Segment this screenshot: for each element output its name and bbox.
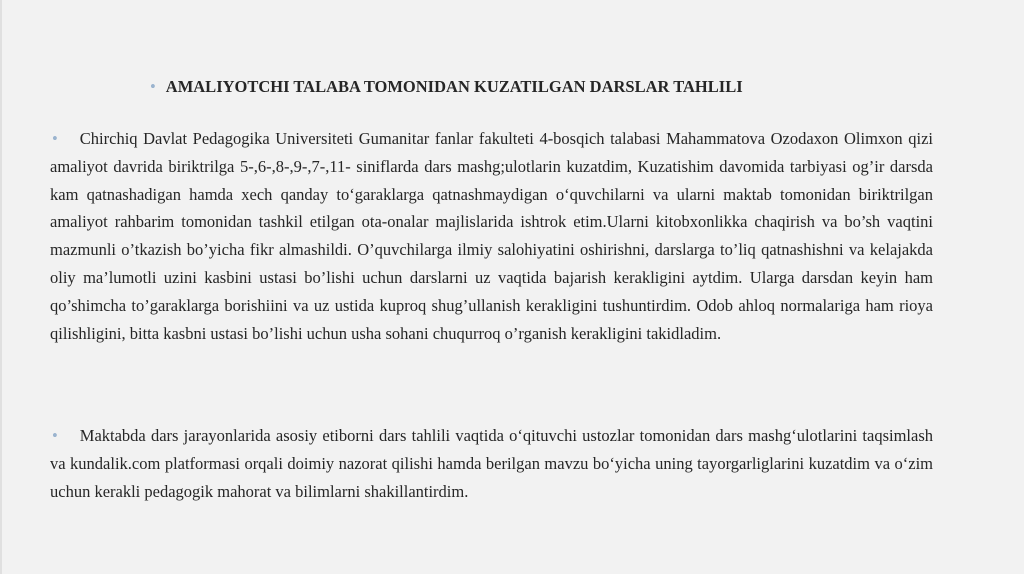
paragraph-text: Chirchiq Davlat Pedagogika Universiteti Gumanitar fanlar fakulteti 4-bosqich talabasi Mahammatova Ozodaxon Olimxon qizi amaliyot davrida biriktrilga 5-,6-,8-,9-,7-,11- siniflarda dars mashg;ulotlarin kuzatdim, Kuzatishim davomida tarbiyasi og’ir darsda kam qatnashadigan hamda xech qanday to‘garaklarga qatnashmaydigan o‘quvchilarni va ularni maktab tomonidan biriktrilgan amaliyot rahbarim tomonidan tashkil etilgan ota-onalar majlislarida ishtrok etim.Ularni kitobxonlikka chaqirish va bo’sh vaqtini mazmunli o’tkazish bo’yicha fikr almashildi. O’quvchilarga ilmiy salohiyatini oshirishni, darslarga to’liq qatnashishni va kelajakda oliy ma’lumotli uzini kasbini ustasi bo’lishi uchun darslarni uz vaqtida bajarish kerakligini aytdim. Ularga darsdan keyin ham qo’shimcha to’garaklarga borishiini va uz ustida kuproq shug’ullanish kerakligini tushuntirdim. Odob ahloq normalariga ham rioya qilishligini, bitta kasbni ustasi bo’lishi uchun usha sohani chuqurroq o’rganish kerakligini takidladim. bbox=[50, 129, 933, 343]
slide-edge-divider bbox=[0, 0, 2, 574]
paragraph-text: Maktabda dars jarayonlarida asosiy etiborni dars tahlili vaqtida o‘qituvchi ustozlar tomonidan dars mashg‘ulotlarini taqsimlash va kundalik.com platformasi orqali doimiy nazorat qilishi hamda berilgan mavzu bo‘yicha uning tayorgarliglarini kuzatdim va o‘zim uchun kerakli pedagogik mahorat va bilimlarni shakillantirdim. bbox=[50, 426, 933, 501]
slide-title-row bbox=[150, 76, 910, 98]
paragraph-bullet-icon: • bbox=[52, 129, 58, 148]
slide-title: AMALIYOTCHI TALABA TOMONIDAN KUZATILGAN DARSLAR TAHLILI bbox=[165, 77, 743, 96]
paragraph-bullet-icon: • bbox=[52, 426, 58, 445]
title-bullet-icon: • bbox=[150, 77, 156, 96]
paragraph-conclusion bbox=[50, 422, 933, 505]
paragraph-observation bbox=[50, 125, 933, 347]
